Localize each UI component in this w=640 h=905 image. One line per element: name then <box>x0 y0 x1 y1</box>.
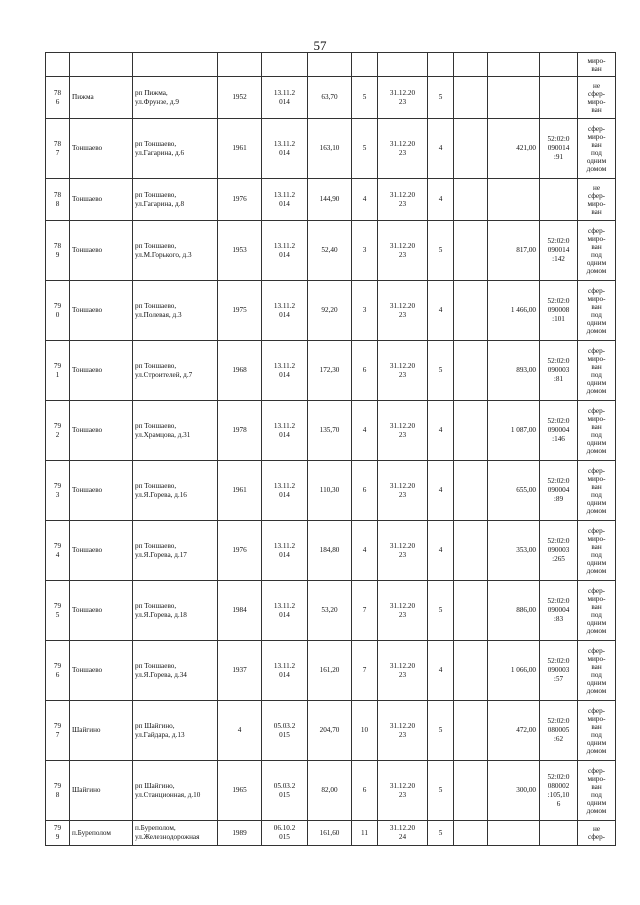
floors-cell: 4 <box>352 401 378 461</box>
value-cell: 5 <box>428 77 454 119</box>
sum-cell: 655,00 <box>488 461 540 521</box>
area-cell: 184,80 <box>308 521 352 581</box>
value-cell: 4 <box>428 521 454 581</box>
row-number-cell: 79 2 <box>46 401 70 461</box>
status-cell: сфер- миро- ван под одним домом <box>578 461 616 521</box>
start-date-cell: 13.11.2 014 <box>262 281 308 341</box>
area-cell: 52,40 <box>308 221 352 281</box>
sum-cell: 1 466,00 <box>488 281 540 341</box>
settlement-cell: Тоншаево <box>70 521 133 581</box>
settlement-cell: Тоншаево <box>70 341 133 401</box>
cadastre-number-cell <box>540 179 578 221</box>
status-cell: сфер- миро- ван под одним домом <box>578 701 616 761</box>
start-date-cell: 13.11.2 014 <box>262 401 308 461</box>
status-cell: сфер- миро- ван под одним домом <box>578 281 616 341</box>
end-date-cell: 31.12.20 23 <box>378 179 428 221</box>
year-cell: 1978 <box>218 401 262 461</box>
table-body <box>46 53 616 846</box>
page-number: 57 <box>313 38 327 53</box>
status-cell: сфер- миро- ван под одним домом <box>578 761 616 821</box>
status-cell: сфер- миро- ван под одним домом <box>578 221 616 281</box>
settlement-cell: Тоншаево <box>70 221 133 281</box>
status-cell: сфер- миро- ван под одним домом <box>578 119 616 179</box>
floors-cell: 3 <box>352 281 378 341</box>
area-cell: 172,30 <box>308 341 352 401</box>
address-cell: рп Тоншаево, ул.Полевая, д.3 <box>133 281 218 341</box>
row-number-cell: 78 7 <box>46 119 70 179</box>
row-number-cell: 79 0 <box>46 281 70 341</box>
year-cell: 1976 <box>218 179 262 221</box>
end-date-cell: 31.12.20 24 <box>378 821 428 846</box>
cadastre-number-cell: 52:02:0 080005 :62 <box>540 701 578 761</box>
address-cell: рп Тоншаево, ул.Строителей, д.7 <box>133 341 218 401</box>
start-date-cell: 13.11.2 014 <box>262 221 308 281</box>
cadastre-number-cell <box>540 821 578 846</box>
year-cell: 1953 <box>218 221 262 281</box>
table-row <box>46 581 616 641</box>
floors-cell: 7 <box>352 641 378 701</box>
value-cell: 4 <box>428 641 454 701</box>
value-cell: 5 <box>428 581 454 641</box>
area-cell: 204,70 <box>308 701 352 761</box>
table-row <box>46 281 616 341</box>
year-cell: 1968 <box>218 341 262 401</box>
area-cell: 92,20 <box>308 281 352 341</box>
cadastre-number-cell <box>540 77 578 119</box>
area-cell: 110,30 <box>308 461 352 521</box>
status-cell: миро- ван <box>578 53 616 77</box>
start-date-cell: 13.11.2 014 <box>262 119 308 179</box>
start-date-cell: 06.10.2 015 <box>262 821 308 846</box>
end-date-cell: 31.12.20 23 <box>378 461 428 521</box>
area-cell: 144,90 <box>308 179 352 221</box>
row-number-cell: 79 9 <box>46 821 70 846</box>
year-cell: 1984 <box>218 581 262 641</box>
sum-cell <box>488 77 540 119</box>
year-cell: 1937 <box>218 641 262 701</box>
year-cell: 1975 <box>218 281 262 341</box>
year-cell: 4 <box>218 701 262 761</box>
address-cell: рп Тоншаево, ул.Храмцова, д.31 <box>133 401 218 461</box>
end-date-cell: 31.12.20 23 <box>378 119 428 179</box>
row-number-cell: 79 8 <box>46 761 70 821</box>
sum-cell: 472,00 <box>488 701 540 761</box>
row-number-cell: 79 3 <box>46 461 70 521</box>
value-cell: 5 <box>428 701 454 761</box>
table-row <box>46 641 616 701</box>
end-date-cell: 31.12.20 23 <box>378 401 428 461</box>
floors-cell: 3 <box>352 221 378 281</box>
address-cell: рп Шайгино, ул.Гайдара, д.13 <box>133 701 218 761</box>
area-cell: 63,70 <box>308 77 352 119</box>
start-date-cell: 05.03.2 015 <box>262 761 308 821</box>
settlement-cell: Тоншаево <box>70 401 133 461</box>
start-date-cell: 13.11.2 014 <box>262 521 308 581</box>
settlement-cell: Тоншаево <box>70 581 133 641</box>
end-date-cell: 31.12.20 23 <box>378 701 428 761</box>
cadastre-number-cell: 52:02:0 090003 :265 <box>540 521 578 581</box>
sum-cell <box>488 179 540 221</box>
status-cell: не сфер- миро- ван <box>578 179 616 221</box>
end-date-cell: 31.12.20 23 <box>378 281 428 341</box>
end-date-cell: 31.12.20 23 <box>378 341 428 401</box>
value-cell: 4 <box>428 281 454 341</box>
value-cell: 4 <box>428 119 454 179</box>
row-number-cell: 78 8 <box>46 179 70 221</box>
floors-cell: 4 <box>352 179 378 221</box>
year-cell: 1976 <box>218 521 262 581</box>
end-date-cell: 31.12.20 23 <box>378 641 428 701</box>
row-number-cell: 78 6 <box>46 77 70 119</box>
start-date-cell: 13.11.2 014 <box>262 581 308 641</box>
floors-cell: 5 <box>352 77 378 119</box>
floors-cell: 6 <box>352 761 378 821</box>
value-cell: 5 <box>428 341 454 401</box>
sum-cell: 421,00 <box>488 119 540 179</box>
row-number-cell: 79 4 <box>46 521 70 581</box>
table-row <box>46 77 616 119</box>
sum-cell <box>488 821 540 846</box>
empty-cell <box>454 281 488 341</box>
end-date-cell: 31.12.20 23 <box>378 581 428 641</box>
area-cell: 53,20 <box>308 581 352 641</box>
sum-cell: 353,00 <box>488 521 540 581</box>
start-date-cell: 13.11.2 014 <box>262 341 308 401</box>
settlement-cell: Тоншаево <box>70 461 133 521</box>
status-cell: не сфер- <box>578 821 616 846</box>
status-cell: сфер- миро- ван под одним домом <box>578 401 616 461</box>
area-cell: 135,70 <box>308 401 352 461</box>
start-date-cell: 13.11.2 014 <box>262 641 308 701</box>
table-row <box>46 521 616 581</box>
floors-cell: 6 <box>352 341 378 401</box>
empty-cell <box>454 119 488 179</box>
value-cell: 5 <box>428 821 454 846</box>
settlement-cell: Пижма <box>70 77 133 119</box>
floors-cell: 7 <box>352 581 378 641</box>
row-number-cell: 79 1 <box>46 341 70 401</box>
value-cell: 4 <box>428 179 454 221</box>
cadastre-number-cell: 52:02:0 090008 :101 <box>540 281 578 341</box>
floors-cell: 4 <box>352 521 378 581</box>
year-cell: 1989 <box>218 821 262 846</box>
settlement-cell: Тоншаево <box>70 281 133 341</box>
address-cell: рп Тоншаево, ул.Гагарина, д.6 <box>133 119 218 179</box>
value-cell: 5 <box>428 761 454 821</box>
start-date-cell: 13.11.2 014 <box>262 77 308 119</box>
status-cell: сфер- миро- ван под одним домом <box>578 581 616 641</box>
sum-cell: 893,00 <box>488 341 540 401</box>
year-cell: 1952 <box>218 77 262 119</box>
table-row <box>46 179 616 221</box>
row-number-cell: 78 9 <box>46 221 70 281</box>
table-row <box>46 119 616 179</box>
cadastre-number-cell: 52:02:0 090014 :91 <box>540 119 578 179</box>
cadastre-number-cell: 52:02:0 090003 :57 <box>540 641 578 701</box>
empty-cell <box>454 701 488 761</box>
table-row <box>46 221 616 281</box>
start-date-cell: 05.03.2 015 <box>262 701 308 761</box>
empty-cell <box>454 77 488 119</box>
value-cell: 5 <box>428 221 454 281</box>
settlement-cell: Тоншаево <box>70 119 133 179</box>
start-date-cell: 13.11.2 014 <box>262 179 308 221</box>
table-row-continuation <box>46 53 616 77</box>
floors-cell: 6 <box>352 461 378 521</box>
empty-cell <box>454 821 488 846</box>
settlement-cell: Тоншаево <box>70 179 133 221</box>
area-cell: 163,10 <box>308 119 352 179</box>
table-row <box>46 701 616 761</box>
floors-cell: 10 <box>352 701 378 761</box>
settlement-cell: Шайгино <box>70 701 133 761</box>
cadastre-number-cell: 52:02:0 090003 :81 <box>540 341 578 401</box>
floors-cell: 11 <box>352 821 378 846</box>
empty-cell <box>454 581 488 641</box>
settlement-cell: Шайгино <box>70 761 133 821</box>
year-cell: 1961 <box>218 461 262 521</box>
cadastre-number-cell: 52:02:0 080002 :105,10 6 <box>540 761 578 821</box>
row-number-cell: 79 5 <box>46 581 70 641</box>
table-row <box>46 821 616 846</box>
cadastre-number-cell: 52:02:0 090014 :142 <box>540 221 578 281</box>
start-date-cell: 13.11.2 014 <box>262 461 308 521</box>
empty-cell <box>454 641 488 701</box>
row-number-cell: 79 7 <box>46 701 70 761</box>
end-date-cell: 31.12.20 23 <box>378 221 428 281</box>
table-row <box>46 461 616 521</box>
status-cell: сфер- миро- ван под одним домом <box>578 341 616 401</box>
empty-cell <box>454 761 488 821</box>
floors-cell: 5 <box>352 119 378 179</box>
status-cell: сфер- миро- ван под одним домом <box>578 521 616 581</box>
address-cell: рп Тоншаево, ул.Я.Горева, д.18 <box>133 581 218 641</box>
sum-cell: 300,00 <box>488 761 540 821</box>
sum-cell: 886,00 <box>488 581 540 641</box>
row-number-cell: 79 6 <box>46 641 70 701</box>
year-cell: 1961 <box>218 119 262 179</box>
settlement-cell: Тоншаево <box>70 641 133 701</box>
area-cell: 161,60 <box>308 821 352 846</box>
cadastre-number-cell: 52:02:0 090004 :146 <box>540 401 578 461</box>
address-cell: рп Тоншаево, ул.М.Горького, д.3 <box>133 221 218 281</box>
sum-cell: 817,00 <box>488 221 540 281</box>
table-row <box>46 401 616 461</box>
empty-cell <box>454 401 488 461</box>
housing-registry-table <box>45 52 616 846</box>
address-cell: рп Тоншаево, ул.Гагарина, д.8 <box>133 179 218 221</box>
sum-cell: 1 087,00 <box>488 401 540 461</box>
value-cell: 4 <box>428 401 454 461</box>
cadastre-number-cell: 52:02:0 090004 :83 <box>540 581 578 641</box>
cadastre-number-cell: 52:02:0 090004 :89 <box>540 461 578 521</box>
address-cell: рп Тоншаево, ул.Я.Горева, д.16 <box>133 461 218 521</box>
address-cell: рп Тоншаево, ул.Я.Горева, д.34 <box>133 641 218 701</box>
empty-cell <box>454 521 488 581</box>
sum-cell: 1 066,00 <box>488 641 540 701</box>
empty-cell <box>454 341 488 401</box>
table-row <box>46 341 616 401</box>
area-cell: 161,20 <box>308 641 352 701</box>
value-cell: 4 <box>428 461 454 521</box>
table-row <box>46 761 616 821</box>
end-date-cell: 31.12.20 23 <box>378 77 428 119</box>
empty-cell <box>454 221 488 281</box>
status-cell: не сфер- миро- ван <box>578 77 616 119</box>
empty-cell <box>454 461 488 521</box>
year-cell: 1965 <box>218 761 262 821</box>
area-cell: 82,00 <box>308 761 352 821</box>
settlement-cell: п.Буреполом <box>70 821 133 846</box>
end-date-cell: 31.12.20 23 <box>378 761 428 821</box>
empty-cell <box>454 179 488 221</box>
address-cell: рп Тоншаево, ул.Я.Горева, д.17 <box>133 521 218 581</box>
address-cell: рп Пижма, ул.Фрунзе, д.9 <box>133 77 218 119</box>
end-date-cell: 31.12.20 23 <box>378 521 428 581</box>
address-cell: п.Буреполом, ул.Железнодорожная <box>133 821 218 846</box>
address-cell: рп Шайгино, ул.Станционная, д.10 <box>133 761 218 821</box>
status-cell: сфер- миро- ван под одним домом <box>578 641 616 701</box>
